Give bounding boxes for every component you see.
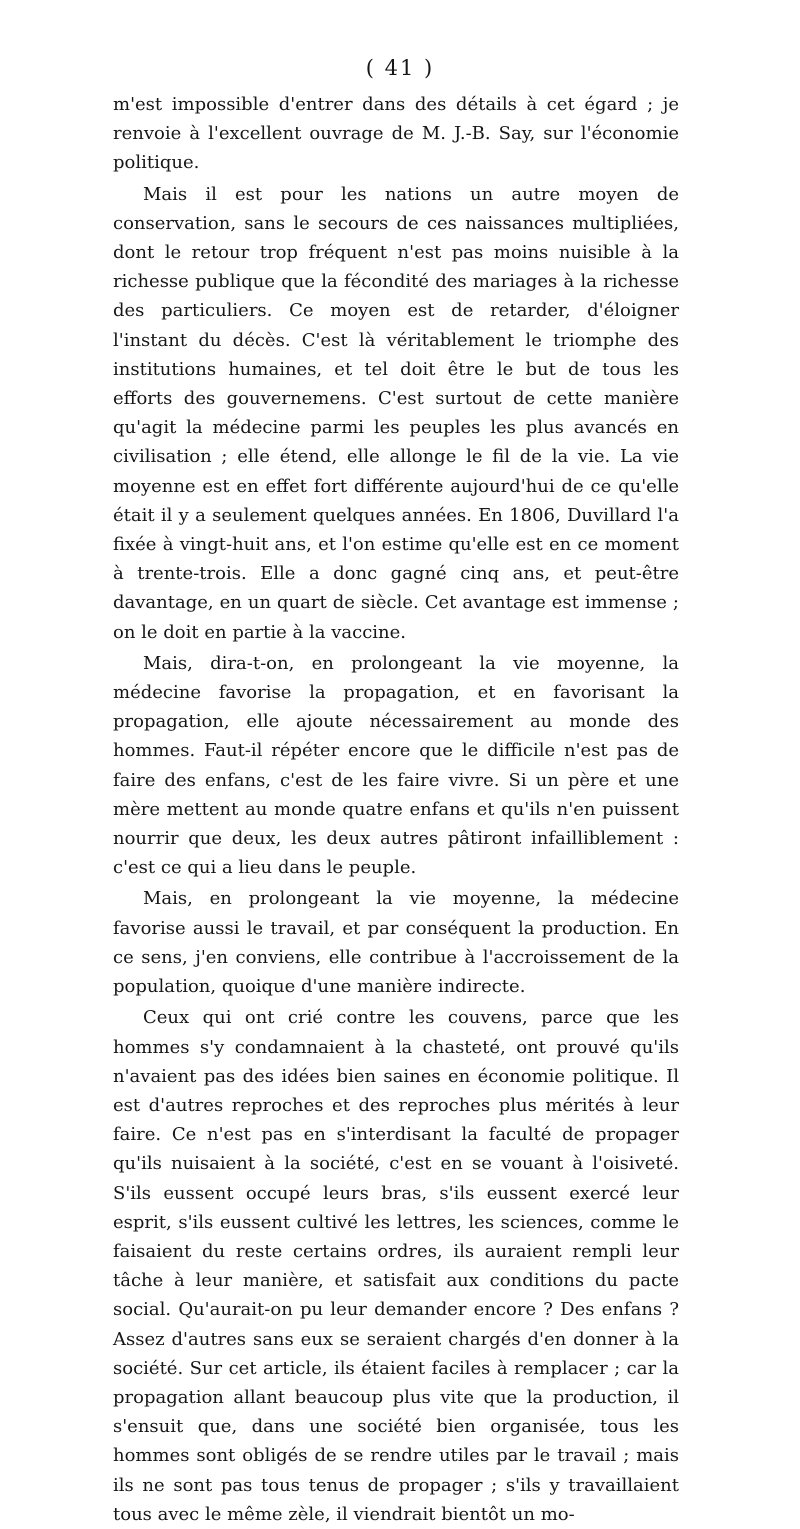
paragraph: Mais, dira-t-on, en prolongeant la vie moyenne, la médecine favorise la propagation, et en favorisant la propagation, elle ajoute nécessairement au monde des hommes. Faut-il répéter encore que le difficile n'est pas de faire des enfans, c'est de les faire vivre. Si un père et une mère mettent au monde quatre enfans et qu'ils n'en puissent nourrir que deux, les deux autres pâtiront infailliblement : c'est ce qui a lieu dans le peuple. xyxy=(113,652,679,879)
body-text xyxy=(113,90,679,1529)
paragraph: Ceux qui ont crié contre les couvens, parce que les hommes s'y condamnaient à la chasteté, ont prouvé qu'ils n'avaient pas des idées bien saines en économie politique. Il est d'autres reproches et des reproches plus mérités à leur faire. Ce n'est pas en s'interdisant la faculté de propager qu'ils nuisaient à la société, c'est en se vouant à l'oisiveté. S'ils eussent occupé leurs bras, s'ils eussent exercé leur esprit, s'ils eussent cultivé les lettres, les sciences, comme le faisaient du reste certains ordres, ils auraient rempli leur tâche à leur manière, et satisfait aux conditions du pacte social. Qu'aurait-on pu leur demander encore ? Des enfans ? Assez d'autres sans eux se seraient chargés d'en donner à la société. Sur cet article, ils étaient faciles à remplacer ; car la propagation allant beaucoup plus vite que la production, il s'ensuit que, dans une société bien organisée, tous les hommes sont obligés de se rendre utiles par le travail ; mais ils ne sont pas tous tenus de propager ; s'ils y travaillaient tous avec le même zèle, il viendrait bientôt un mo- xyxy=(113,1007,679,1525)
paragraph: Mais, en prolongeant la vie moyenne, la médecine favorise aussi le travail, et par conséquent la production. En ce sens, j'en conviens, elle contribue à l'accroissement de la population, quoique d'une manière indirecte. xyxy=(113,888,679,998)
paragraph: Mais il est pour les nations un autre moyen de conservation, sans le secours de ces naissances multipliées, dont le retour trop fréquent n'est pas moins nuisible à la richesse publique que la fécondité des mariages à la richesse des particuliers. Ce moyen est de retarder, d'éloigner l'instant du décès. C'est là véritablement le triomphe des institutions humaines, et tel doit être le but de tous les efforts des gouvernemens. C'est surtout de cette manière qu'agit la médecine parmi les peuples les plus avancés en civilisation ; elle étend, elle allonge le fil de la vie. La vie moyenne est en effet fort différente aujourd'hui de ce qu'elle était il y a seulement quelques années. En 1806, Duvillard l'a fixée à vingt-huit ans, et l'on estime qu'elle est en ce moment à trente-trois. Elle a donc gagné cinq ans, et peut-être davantage, en un quart de siècle. Cet avantage est immense ; on le doit en partie à la vaccine. xyxy=(113,183,679,643)
paragraph: m'est impossible d'entrer dans des détails à cet égard ; je renvoie à l'excellent ouvrage de M. J.-B. Say, sur l'économie politique. xyxy=(113,94,679,174)
page-number: ( 41 ) xyxy=(365,56,435,80)
